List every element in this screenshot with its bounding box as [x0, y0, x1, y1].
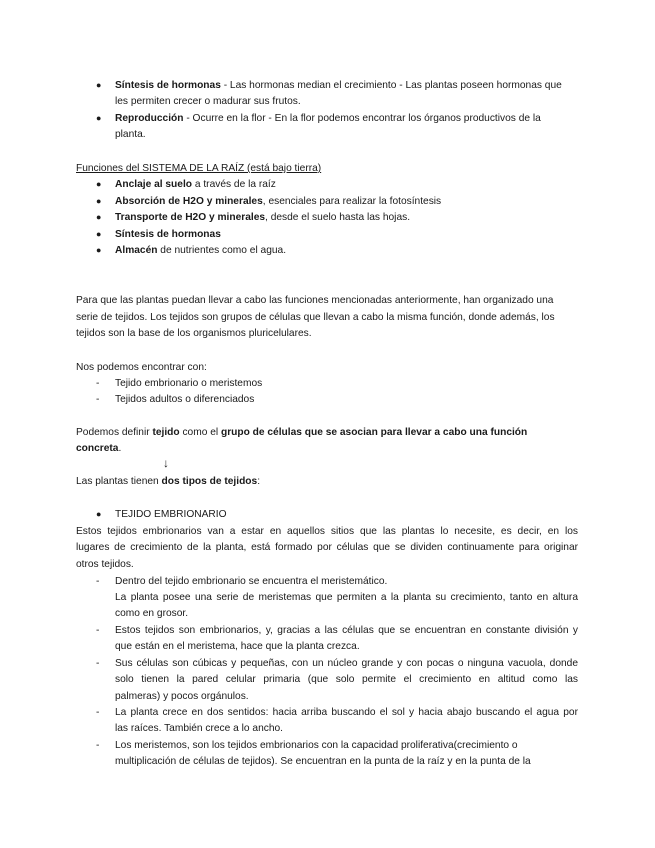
types-line: Las plantas tienen dos tipos de tejidos: [76, 476, 261, 487]
bullet-icon: ● [96, 212, 102, 222]
dash-marker: - [96, 658, 100, 669]
embryonic-heading: TEJIDO EMBRIONARIO [115, 509, 227, 520]
embryonic-item3-line3: palmeras) y pocos orgánulos. [115, 691, 249, 702]
embryonic-intro-line3: otros tejidos. [76, 559, 134, 570]
find-intro: Nos podemos encontrar con: [76, 362, 207, 373]
dash-marker: - [96, 740, 100, 751]
embryonic-item1-line2: La planta posee una serie de meristemas que permiten a la planta su crecimiento, tanto en altura [115, 592, 578, 603]
bullet-icon: ● [96, 509, 102, 519]
bullet-icon: ● [96, 80, 102, 90]
find-item-adult: Tejidos adultos o diferenciados [115, 394, 255, 405]
embryonic-item1-line3: como en grosor. [115, 608, 189, 619]
embryonic-intro-line1: Estos tejidos embrionarios van a estar en aquellos sitios que las plantas lo necesite, es decir, en los [76, 526, 578, 537]
definition-line2: concreta. [76, 443, 122, 454]
definition-line1: Podemos definir tejido como el grupo de células que se asocian para llevar a cabo una función [76, 427, 528, 438]
stem-item-hormones-line2: les permiten crecer o madurar sus frutos. [115, 96, 301, 107]
dash-marker: - [96, 394, 100, 405]
find-item-embryonic: Tejido embrionario o meristemos [115, 378, 263, 389]
dash-marker: - [96, 625, 100, 636]
bullet-icon: ● [96, 245, 102, 255]
tissues-paragraph-line3: tejidos son la base de los organismos pluricelulares. [76, 328, 312, 339]
dash-marker: - [96, 378, 100, 389]
root-item-storage: Almacén de nutrientes como el agua. [115, 245, 287, 256]
tissues-paragraph-line1: Para que las plantas puedan llevar a cabo las funciones mencionadas anteriormente, han organizado una [76, 295, 554, 306]
tissues-paragraph-line2: serie de tejidos. Los tejidos son grupos de células que llevan a cabo la misma función, donde además, los [76, 312, 555, 323]
embryonic-item3-line1: Sus células son cúbicas y pequeñas, con un núcleo grande y con pocas o ninguna vacuola, donde [115, 658, 578, 669]
root-item-transport: Transporte de H2O y minerales, desde el suelo hasta las hojas. [115, 212, 411, 223]
embryonic-intro-line2: lugares de crecimiento de la planta, está formado por células que se dividen continuamente para originar [76, 542, 578, 553]
bullet-icon: ● [96, 179, 102, 189]
stem-item-reproduction-line2: planta. [115, 129, 146, 140]
embryonic-item2-line2: que están en el meristema, hace que la planta crezca. [115, 641, 360, 652]
dash-marker: - [96, 707, 100, 718]
embryonic-item2-line1: Estos tejidos son embrionarios, y, gracias a las células que se encuentran en constante división y [115, 625, 578, 636]
bullet-icon: ● [96, 113, 102, 123]
dash-marker: - [96, 576, 100, 587]
down-arrow-icon: ↓ [163, 456, 169, 470]
embryonic-item1-line1: Dentro del tejido embrionario se encuentra el meristemático. [115, 576, 388, 587]
embryonic-item4-line1: La planta crece en dos sentidos: hacia arriba buscando el sol y hacia abajo buscando el agua por [115, 707, 578, 718]
embryonic-item4-line2: las raíces. También crece a lo ancho. [115, 723, 283, 734]
embryonic-item5-line2: multiplicación de células de tejidos). Se encuentran en la punta de la raíz y en la punta de la [115, 756, 531, 767]
embryonic-item5-line1: Los meristemos, son los tejidos embrionarios con la capacidad proliferativa(crecimiento o [115, 740, 518, 751]
root-item-absorption: Absorción de H2O y minerales, esenciales para realizar la fotosíntesis [115, 196, 442, 207]
bullet-icon: ● [96, 196, 102, 206]
root-item-hormones: Síntesis de hormonas [115, 229, 221, 240]
embryonic-item3-line2: solo tienen la pared celular primaria (que solo permite el crecimiento en altitud como las [115, 674, 578, 685]
root-item-anchor: Anclaje al suelo a través de la raíz [115, 179, 276, 190]
bullet-icon: ● [96, 229, 102, 239]
root-functions-heading: Funciones del SISTEMA DE LA RAÍZ (está bajo tierra) [76, 163, 322, 174]
stem-item-hormones-line1: Síntesis de hormonas - Las hormonas median el crecimiento - Las plantas poseen hormonas que [115, 80, 562, 91]
stem-item-reproduction-line1: Reproducción - Ocurre en la flor - En la flor podemos encontrar los órganos productivos de la [115, 113, 541, 124]
